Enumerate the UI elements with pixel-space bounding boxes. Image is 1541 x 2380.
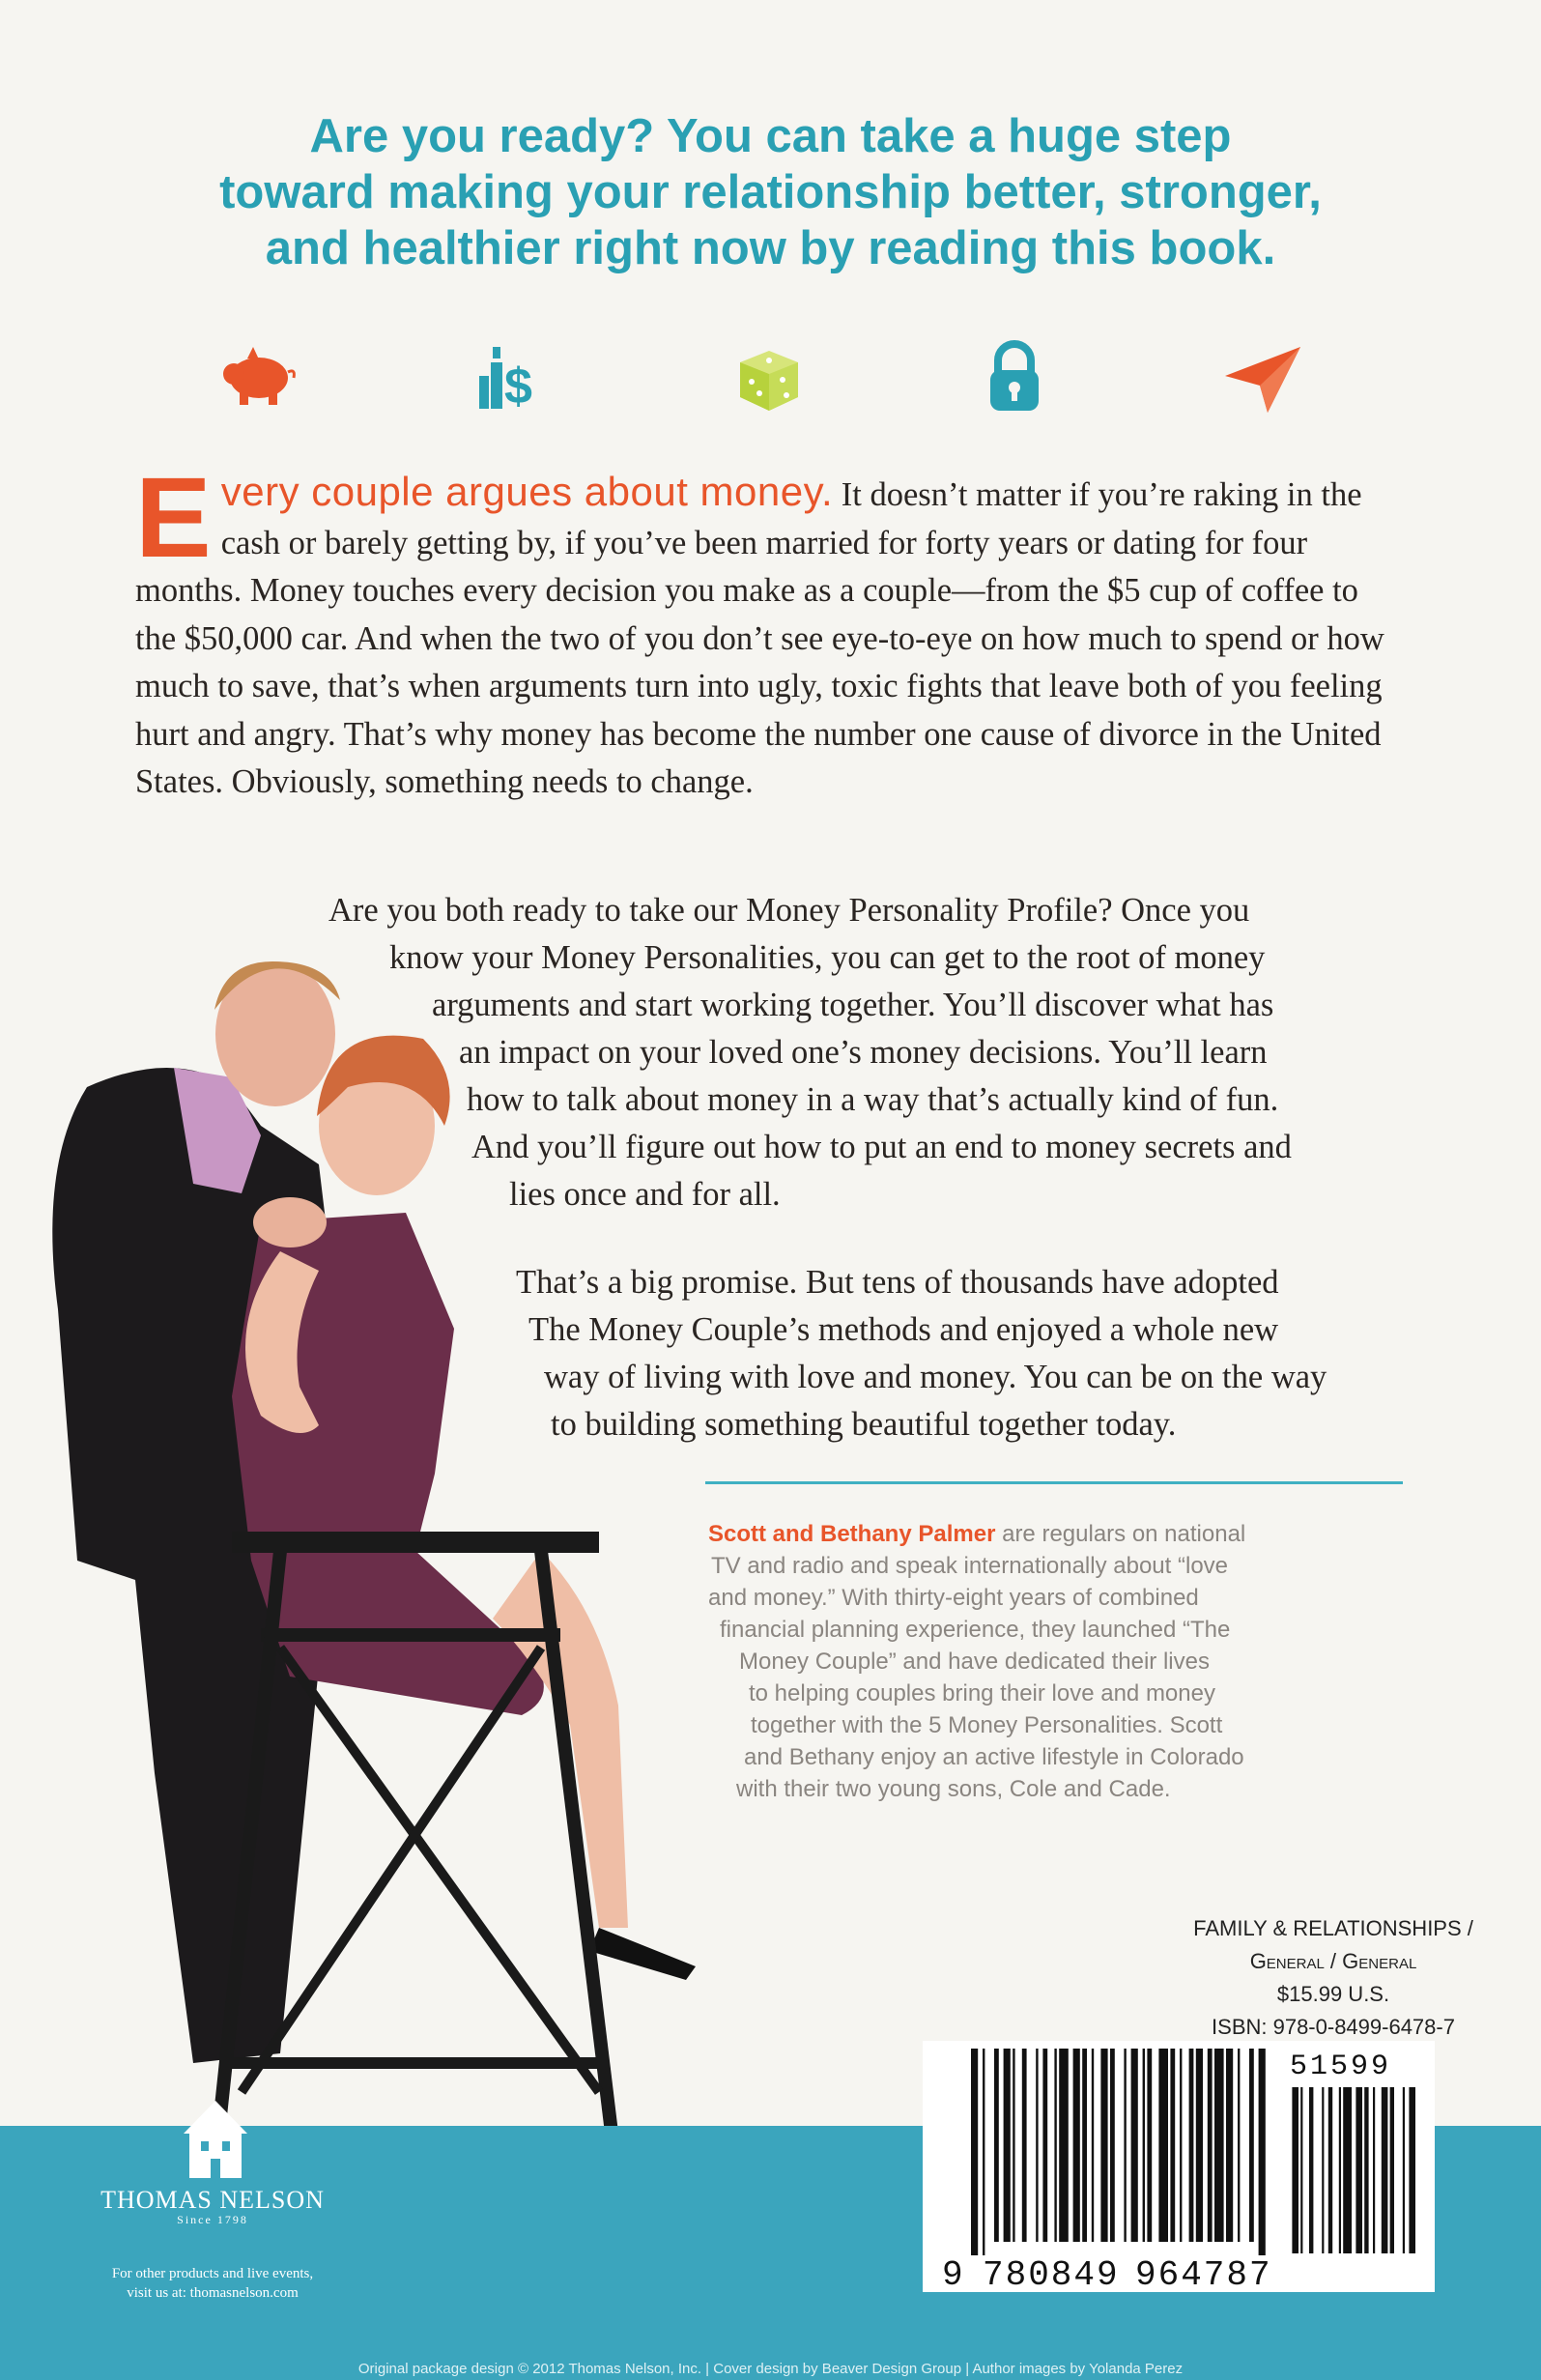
barcode-addon-bar bbox=[1322, 2087, 1324, 2253]
bio-author-name: Scott and Bethany Palmer bbox=[708, 1521, 996, 1547]
barcode-bar bbox=[1036, 2049, 1038, 2242]
bio-line-3: and money.” With thirty-eight years of combined bbox=[708, 1585, 1199, 1611]
barcode-bar bbox=[1208, 2049, 1213, 2242]
barcode-bar bbox=[1100, 2049, 1107, 2242]
barcode-bar bbox=[1170, 2049, 1175, 2242]
contact-line-1: For other products and live events, bbox=[111, 2266, 314, 2281]
barcode-addon-bar bbox=[1339, 2087, 1341, 2253]
barcode-bar bbox=[983, 2049, 985, 2255]
category-line-1: FAMILY & RELATIONSHIPS / bbox=[1193, 1916, 1473, 1940]
publisher-contact bbox=[48, 2264, 377, 2303]
barcode-addon-bar bbox=[1292, 2087, 1298, 2253]
publisher-wordmark: THOMAS NELSON bbox=[100, 2186, 325, 2214]
headline-line-3: and healthier right now by reading this book. bbox=[265, 222, 1276, 274]
barcode-bar bbox=[1214, 2049, 1224, 2242]
barcode-bars-addon bbox=[1292, 2087, 1415, 2253]
para2-line-6: And you’ll figure out how to put an end to money secrets and bbox=[471, 1129, 1292, 1165]
barcode-addon-bar bbox=[1328, 2087, 1332, 2253]
bio-line-1-rest: are regulars on national bbox=[995, 1521, 1246, 1547]
intro-lead: very couple argues about money. bbox=[220, 469, 834, 514]
barcode-bar bbox=[1082, 2049, 1087, 2242]
barcode-bar bbox=[1238, 2049, 1240, 2242]
barcode-bar bbox=[1110, 2049, 1115, 2242]
barcode-bar bbox=[1189, 2049, 1194, 2242]
drop-cap: E bbox=[135, 454, 212, 582]
barcode-addon-bar bbox=[1403, 2087, 1405, 2253]
bio-line-9: with their two young sons, Cole and Cade. bbox=[736, 1776, 1171, 1802]
barcode-bars-main bbox=[971, 2049, 1266, 2255]
barcode-bar bbox=[1143, 2049, 1145, 2242]
para2-line-5: how to talk about money in a way that’s actually kind of fun. bbox=[467, 1081, 1279, 1118]
publisher-name bbox=[77, 2186, 348, 2227]
intro-body: It doesn’t matter if you’re raking in the cash or barely getting by, if you’ve been married for forty years or dating for four months. Money touches every decision you make as a couple—from the $5 cup of coffee to the $50,000 car. And when the two of you don’t see eye-to-eye on how much to spend or how much to save, that’s when arguments turn into ugly, toxic fights that leave both of you feeling hurt and angry. That’s why money has become the number one cause of divorce in the United States. Obviously, something needs to change. bbox=[135, 476, 1384, 800]
bio-line-1 bbox=[708, 1518, 1245, 1550]
barcode bbox=[932, 2047, 1425, 2288]
piggy-bank-icon bbox=[214, 333, 301, 420]
intro-paragraph bbox=[135, 454, 1396, 807]
barcode-bar bbox=[1249, 2049, 1254, 2242]
barcode-bar bbox=[1042, 2049, 1047, 2242]
barcode-bar bbox=[1131, 2049, 1138, 2242]
para3-line-1: That’s a big promise. But tens of thousands have adopted bbox=[516, 1264, 1279, 1301]
para3-line-4: to building something beautiful together today. bbox=[551, 1406, 1177, 1443]
credits-line: Original package design © 2012 Thomas Nelson, Inc. | Cover design by Beaver Design Group | Author images by Yolanda Perez bbox=[357, 2361, 1184, 2377]
barcode-addon-bar bbox=[1300, 2087, 1302, 2253]
barcode-bar bbox=[994, 2049, 999, 2242]
barcode-digit-left: 9 bbox=[942, 2255, 963, 2288]
padlock-icon bbox=[971, 333, 1058, 420]
barcode-addon-bar bbox=[1382, 2087, 1388, 2253]
publisher-tagline: Since 1798 bbox=[177, 2213, 248, 2226]
bio-line-6: to helping couples bring their love and money bbox=[749, 1680, 1215, 1706]
barcode-bar bbox=[1013, 2049, 1014, 2242]
para2-line-7: lies once and for all. bbox=[509, 1176, 781, 1213]
bio-line-5: Money Couple” and have dedicated their lives bbox=[739, 1649, 1210, 1675]
thomas-nelson-logo-icon bbox=[172, 2095, 259, 2180]
barcode-bar bbox=[1259, 2049, 1266, 2255]
headline bbox=[97, 108, 1444, 276]
barcode-addon-bar bbox=[1373, 2087, 1375, 2253]
bio-line-7: together with the 5 Money Personalities. Scott bbox=[751, 1712, 1223, 1738]
para3-line-2: The Money Couple’s methods and enjoyed a whole new bbox=[528, 1311, 1279, 1348]
barcode-bar bbox=[1147, 2049, 1152, 2242]
paper-plane-icon bbox=[1219, 333, 1306, 420]
para3-line-3: way of living with love and money. You can be on the way bbox=[544, 1359, 1327, 1395]
barcode-bar bbox=[1124, 2049, 1126, 2242]
barcode-bar bbox=[1158, 2049, 1168, 2242]
barcode-bar bbox=[1054, 2049, 1056, 2242]
para2-line-3: arguments and start working together. You’ll discover what has bbox=[432, 987, 1274, 1023]
barcode-digits-group-1: 780849 bbox=[983, 2255, 1120, 2288]
barcode-addon-bar bbox=[1390, 2087, 1394, 2253]
barcode-bar bbox=[1022, 2049, 1027, 2242]
barcode-bar bbox=[1180, 2049, 1182, 2242]
barcode-addon-bar bbox=[1409, 2087, 1415, 2253]
barcode-addon-bar bbox=[1343, 2087, 1352, 2253]
isbn-label: ISBN: 978-0-8499-6478-7 bbox=[1212, 2015, 1455, 2039]
barcode-bar bbox=[1059, 2049, 1069, 2242]
bio-line-8: and Bethany enjoy an active lifestyle in Colorado bbox=[744, 1744, 1244, 1770]
building-dollar-icon bbox=[473, 333, 560, 420]
para2-line-2: know your Money Personalities, you can get to the root of money bbox=[389, 939, 1266, 976]
para2-line-4: an impact on your loved one’s money decisions. You’ll learn bbox=[459, 1034, 1268, 1071]
barcode-bar bbox=[1196, 2049, 1203, 2242]
bio-line-2: TV and radio and speak internationally about “love bbox=[711, 1553, 1229, 1579]
barcode-addon-bar bbox=[1364, 2087, 1368, 2253]
category-line-2: General / General bbox=[1249, 1949, 1417, 1973]
barcode-addon-bar bbox=[1309, 2087, 1313, 2253]
barcode-bar bbox=[971, 2049, 978, 2255]
divider-rule bbox=[705, 1481, 1403, 1484]
contact-line-2: visit us at: thomasnelson.com bbox=[127, 2285, 299, 2301]
barcode-digits-group-2: 964787 bbox=[1135, 2255, 1272, 2288]
barcode-addon-digits: 51599 bbox=[1290, 2050, 1392, 2083]
barcode-bar bbox=[1226, 2049, 1233, 2242]
icon-row bbox=[0, 333, 1541, 420]
barcode-bar bbox=[1004, 2049, 1011, 2242]
barcode-addon-bar bbox=[1356, 2087, 1362, 2253]
barcode-bar bbox=[1092, 2049, 1094, 2242]
bio-line-4: financial planning experience, they launched “The bbox=[720, 1617, 1231, 1643]
headline-line-1: Are you ready? You can take a huge step bbox=[309, 110, 1232, 162]
svg-text:$: $ bbox=[504, 358, 532, 415]
price-label: $15.99 U.S. bbox=[1276, 1982, 1390, 2006]
headline-line-2: toward making your relationship better, stronger, bbox=[219, 166, 1322, 218]
dice-icon bbox=[727, 333, 813, 420]
barcode-bar bbox=[1073, 2049, 1080, 2242]
para2-line-1: Are you both ready to take our Money Personality Profile? Once you bbox=[328, 892, 1250, 929]
